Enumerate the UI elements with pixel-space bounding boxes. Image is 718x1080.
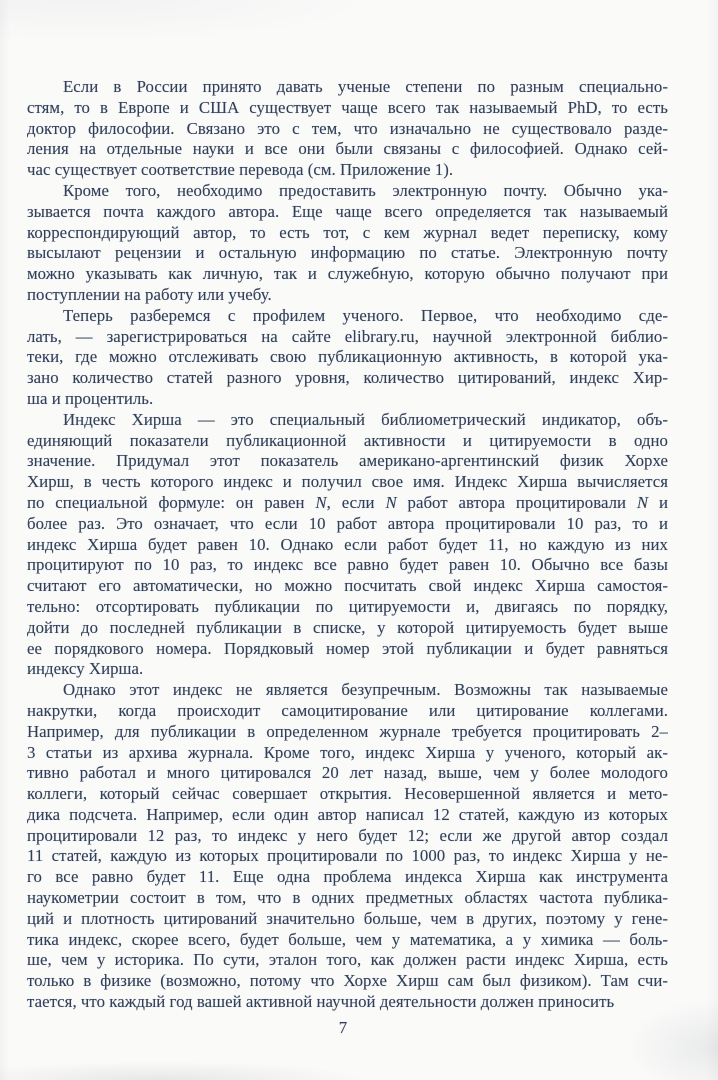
text-line: тается, что каждый год вашей активной научной деятельности должен приносить [27, 992, 615, 1012]
text-line: теки, где можно отслеживать свою публикационную активность, в которой ука- [27, 347, 668, 367]
text-line: Индекс Хирша — это специальный библиометрический индикатор, объ- [63, 409, 668, 429]
paragraph [27, 680, 668, 1013]
paragraph [27, 181, 668, 306]
text-line: Однако этот индекс не является безупречным. Возможны так называемые [63, 680, 668, 700]
text-line: значение. Придумал этот показатель американо-аргентинский физик Хорхе [27, 451, 668, 471]
text-line: индексу Хирша. [27, 659, 144, 679]
text-line: Если в России принято давать ученые степени по разным специально- [63, 77, 668, 96]
text-line: процитировали 12 раз, то индекс у него будет 12; если же другой автор создал [27, 825, 668, 845]
text-line: ше, чем у историка. По сути, эталон того, как должен расти индекс Хирша, есть [27, 950, 668, 970]
text-line: Теперь разберемся с профилем ученого. Первое, что необходимо сде- [63, 305, 668, 325]
italic-variable: N [315, 492, 327, 512]
text-line: можно указывать как личную, так и служебную, которую обычно получают при [27, 264, 668, 284]
text-line: ша и процентиль. [27, 388, 154, 408]
text-line: тельно: отсортировать публикации по цитируемости и, двигаясь по порядку, [27, 596, 668, 616]
text-line: ций и плотность цитирований значительно больше, чем в других, поэтому у гене- [27, 908, 668, 928]
italic-variable: N [636, 492, 649, 512]
text-line: ления на отдельные науки и все они были связаны с философией. Однако сей- [27, 139, 668, 159]
text-line: 11 статей, каждую из которых процитировали по 1000 раз, то индекс Хирша у не- [27, 846, 668, 866]
paragraph [27, 410, 668, 680]
text-line: единяющий показатели публикационной активности и цитируемости в одно [27, 430, 668, 450]
paragraph [27, 306, 668, 410]
text-line: высылают рецензии и остальную информацию по статье. Электронную почту [27, 243, 668, 263]
italic-variable: N [385, 492, 397, 512]
text-line: по специальной формуле: он равен N, если N работ автора процитировали N и [27, 492, 668, 512]
text-block [27, 77, 668, 1013]
text-line: дика подсчета. Например, если один автор написал 12 статей, каждую из которых [27, 804, 668, 824]
text-line: накрутки, когда происходит самоцитирование или цитирование коллегами. [27, 700, 668, 720]
text-line: стям, то в Европе и США существует чаще всего так называемый PhD, то есть [27, 97, 668, 117]
text-line: Например, для публикации в определенном журнале требуется процитировать 2– [27, 721, 668, 741]
text-line: час существует соответствие перевода (см. Приложение 1). [27, 160, 454, 180]
text-line: только в физике (возможно, потому что Хорхе Хирш сам был физиком). Там счи- [27, 971, 668, 991]
text-line: тивно работал и много цитировался 20 лет назад, выше, чем у более молодого [27, 763, 668, 783]
text-line: лать, — зарегистрироваться на сайте elibrary.ru, научной электронной библио- [27, 326, 668, 346]
text-line: более раз. Это означает, что если 10 работ автора процитировали 10 раз, то и [27, 513, 668, 533]
paragraph [27, 77, 668, 181]
page-number: 7 [338, 1018, 348, 1037]
text-line: считают его автоматически, но можно посчитать свой индекс Хирша самостоя- [27, 576, 668, 596]
text-line: тика индекс, скорее всего, будет больше, чем у математика, а у химика — боль- [27, 929, 668, 949]
page-footer [0, 1017, 686, 1038]
text-line: процитируют по 10 раз, то индекс все равно будет равен 10. Обычно все базы [27, 555, 668, 575]
text-line: го все равно будет 11. Еще одна проблема индекса Хирша как инструмента [27, 867, 668, 887]
text-line: наукометрии состоит в том, что в одних предметных областях частота публика- [27, 888, 668, 908]
text-line: дойти до последней публикации в списке, у которой цитируемость будет выше [27, 617, 668, 637]
text-line: доктор философии. Связано это с тем, что изначально не существовало разде- [27, 118, 668, 138]
text-line: поступлении на работу или учебу. [27, 284, 272, 304]
text-line: Хирш, в честь которого индекс и получил свое имя. Индекс Хирша вычисляется [27, 472, 668, 492]
text-line: индекс Хирша будет равен 10. Однако если работ будет 11, но каждую из них [27, 534, 668, 554]
text-line: зывается почта каждого автора. Еще чаще всего определяется так называемый [27, 201, 668, 221]
text-line: корреспондирующий автор, то есть тот, с кем журнал ведет переписку, кому [27, 222, 668, 242]
text-line: Кроме того, необходимо предоставить электронную почту. Обычно ука- [63, 180, 668, 200]
text-line: 3 статьи из архива журнала. Кроме того, индекс Хирша у ученого, который ак- [27, 742, 668, 762]
text-line: ее порядкового номера. Порядковый номер этой публикации и будет равняться [27, 638, 668, 658]
text-line: коллеги, который сейчас совершает открытия. Несовершенной является и мето- [27, 784, 668, 804]
text-line: зано количество статей разного уровня, количество цитирований, индекс Хир- [27, 368, 668, 388]
